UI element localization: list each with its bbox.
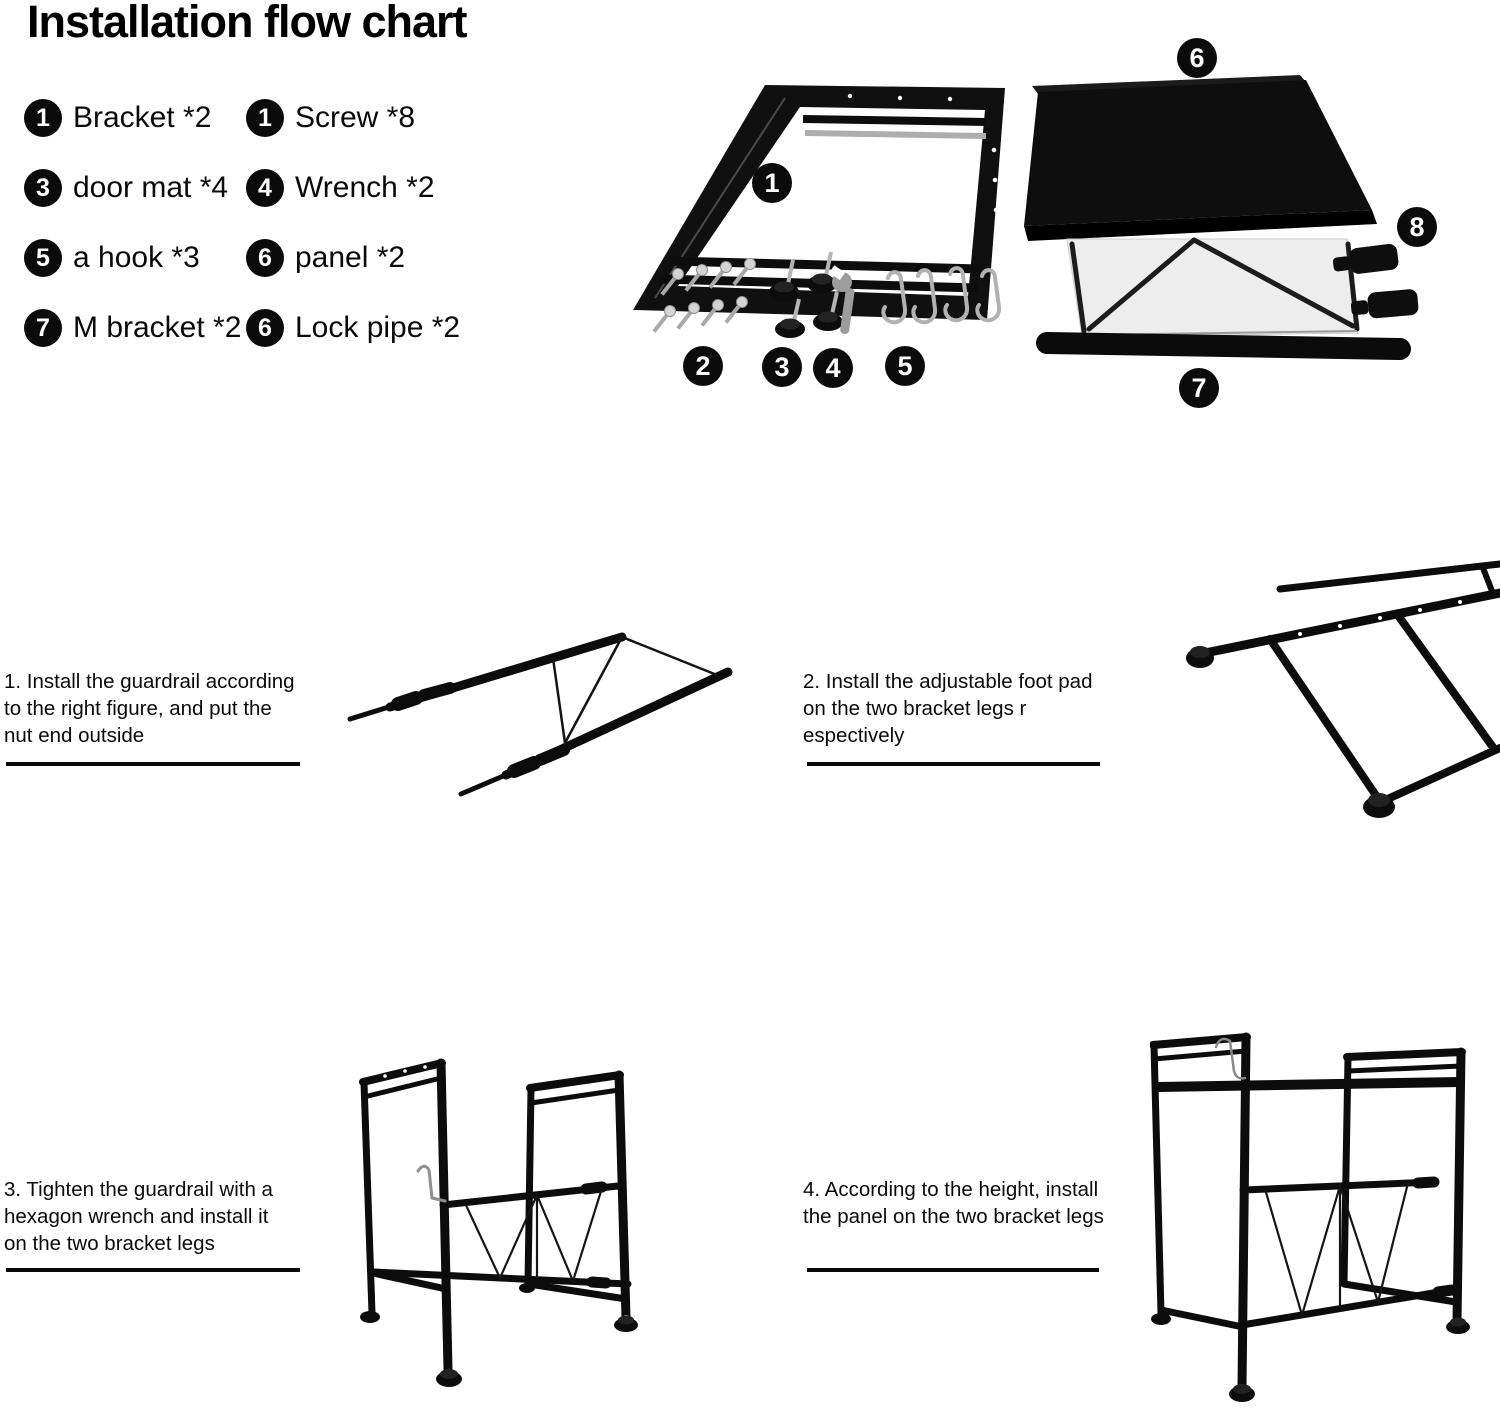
- part-label: Wrench *2: [295, 171, 435, 204]
- panel-part: [1024, 75, 1377, 241]
- assembled-frame-svg: [330, 1025, 730, 1408]
- step-3-illustration: [330, 1025, 730, 1408]
- parts-list-item: [24, 168, 228, 208]
- step-1-line: 1. Install the guardrail according: [4, 670, 295, 693]
- step-4-line: the panel on the two bracket legs: [803, 1205, 1104, 1228]
- step-4-illustration: [1150, 1025, 1500, 1408]
- part-label: Bracket *2: [73, 101, 212, 134]
- part-label: M bracket *2: [73, 311, 242, 344]
- page-title: Installation flow chart: [27, 0, 467, 47]
- step-1-text: [4, 668, 295, 749]
- bracket-leg-rails: [1205, 564, 1500, 802]
- diagram-badge-3: 3: [774, 352, 790, 382]
- guardrails: [1242, 1182, 1457, 1325]
- step-3-underline: [6, 1268, 300, 1272]
- parts-list-item: [24, 308, 241, 348]
- left-side-frame: [363, 1063, 448, 1369]
- diagram-badge-8: 8: [1409, 212, 1425, 242]
- diagram-badge-1: 1: [764, 168, 780, 198]
- diagram-badge-2: 2: [695, 351, 711, 381]
- step-2-illustration: [1150, 555, 1500, 865]
- foot-pads: [360, 1283, 638, 1387]
- guardrail-pipe-part: [1047, 343, 1400, 349]
- step-1-line: nut end outside: [4, 724, 145, 747]
- step-3-line: on the two bracket legs: [4, 1232, 215, 1255]
- diagram-badge-5: 5: [897, 351, 913, 381]
- parts-list-item: [246, 98, 415, 138]
- step-3-line: hexagon wrench and install it: [4, 1205, 269, 1228]
- part-label: panel *2: [295, 241, 406, 274]
- step-1-underline: [6, 762, 300, 766]
- parts-list-item: [246, 308, 460, 348]
- hanging-hook-icon: [1216, 1039, 1245, 1078]
- step-3-line: 3. Tighten the guardrail with a: [4, 1178, 273, 1201]
- part-label: door mat *4: [73, 171, 229, 204]
- step-2-line: 2. Install the adjustable foot pad: [803, 670, 1093, 693]
- step-4-underline: [807, 1268, 1099, 1272]
- parts-list-item: [24, 98, 211, 138]
- part-label: a hook *3: [73, 241, 200, 274]
- part-number-badge: 5: [24, 239, 62, 277]
- parts-list-item: [246, 238, 405, 278]
- guardrails: [374, 1186, 628, 1284]
- guardrail-wires: [1265, 1183, 1408, 1315]
- part-number-badge: 7: [24, 309, 62, 347]
- frame-with-panel-svg: [1150, 1025, 1500, 1408]
- part-number-badge: 4: [246, 169, 284, 207]
- diagram-badge-4: 4: [825, 353, 841, 383]
- part-number-badge: 1: [24, 99, 62, 137]
- guardrail-tubes: [350, 637, 728, 794]
- step-2-line: on the two bracket legs r: [803, 697, 1027, 720]
- under-panel-part: [1067, 239, 1358, 337]
- parts-overview-illustration: [600, 30, 1500, 450]
- panel-rail: [1158, 1082, 1460, 1087]
- step-1-line: to the right figure, and put the: [4, 697, 272, 720]
- step-2-underline: [807, 762, 1100, 766]
- diagram-badge-6: 6: [1189, 43, 1205, 73]
- step-3-text: [4, 1176, 273, 1257]
- part-label: Lock pipe *2: [295, 311, 461, 344]
- part-label: Screw *8: [295, 101, 416, 134]
- part-number-badge: 1: [246, 99, 284, 137]
- parts-list-item: [24, 238, 200, 278]
- step-1-illustration: [330, 593, 762, 845]
- foot-pads: [1151, 1313, 1470, 1402]
- part-number-badge: 6: [246, 239, 284, 277]
- step-2-line: espectively: [803, 724, 905, 747]
- parts-list-item: [246, 168, 435, 208]
- step-4-line: 4. According to the height, install: [803, 1178, 1099, 1201]
- parts-overview-svg: [600, 30, 1500, 450]
- part-number-badge: 6: [246, 309, 284, 347]
- guardrail-assembly-svg: [330, 593, 762, 845]
- part-number-badge: 3: [24, 169, 62, 207]
- step-2-text: [803, 668, 1092, 749]
- diagram-badge-7: 7: [1191, 373, 1207, 403]
- bracket-foot-pad-svg: [1150, 555, 1500, 865]
- step-4-text: [803, 1176, 1104, 1230]
